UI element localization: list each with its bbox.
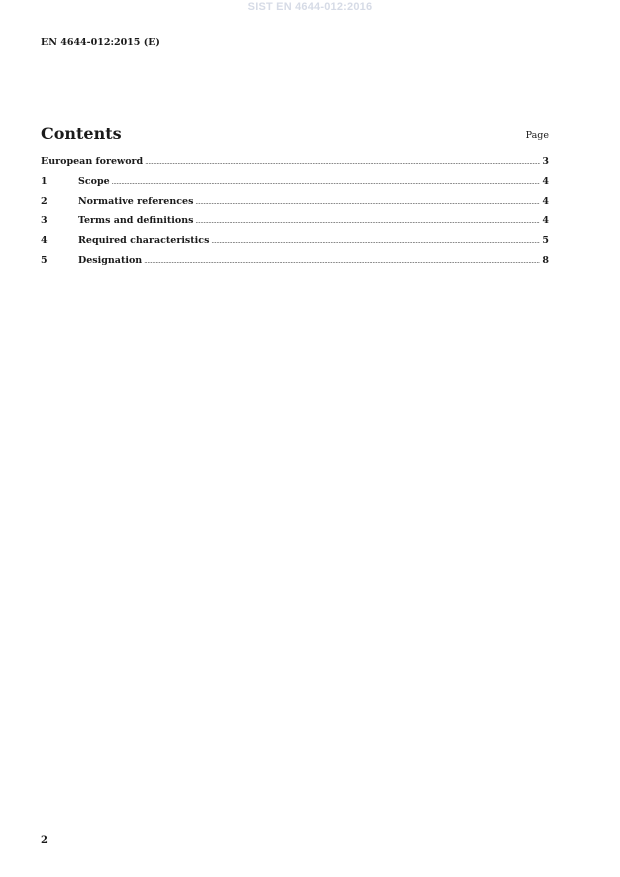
toc-entry-normative-references[interactable] bbox=[41, 196, 549, 216]
page-number: 2 bbox=[41, 835, 48, 846]
dot-leader bbox=[144, 258, 540, 265]
toc-entry-number: 4 bbox=[41, 235, 48, 247]
toc-entry-number: 1 bbox=[41, 175, 48, 187]
toc-entry-page: 4 bbox=[542, 195, 549, 207]
toc-entry-page: 4 bbox=[542, 175, 549, 187]
toc-entry-page: 5 bbox=[542, 235, 549, 247]
toc-entry-designation[interactable] bbox=[41, 255, 549, 275]
dot-leader bbox=[195, 199, 540, 206]
document-id: EN 4644-012:2015 (E) bbox=[41, 37, 160, 48]
toc-entry-page: 3 bbox=[542, 156, 549, 167]
toc-entry-title[interactable]: Designation bbox=[78, 254, 143, 266]
page-column-label: Page bbox=[525, 130, 549, 141]
dot-leader bbox=[112, 179, 541, 186]
contents-header bbox=[41, 120, 549, 144]
toc-entry-scope[interactable] bbox=[41, 176, 549, 196]
toc-entry-number: 2 bbox=[41, 195, 48, 207]
toc-entry-title[interactable]: European foreword bbox=[41, 156, 144, 167]
dot-leader bbox=[145, 159, 540, 166]
dot-leader bbox=[211, 238, 540, 245]
toc-entry-title[interactable]: Scope bbox=[78, 175, 110, 187]
toc-entry-number: 5 bbox=[41, 254, 48, 266]
dot-leader bbox=[195, 218, 540, 225]
toc-entry-page: 4 bbox=[542, 215, 549, 227]
toc-entry-number: 3 bbox=[41, 215, 48, 227]
toc-entry-foreword[interactable] bbox=[41, 156, 549, 176]
contents-title: Contents bbox=[41, 124, 122, 143]
toc-entry-required-characteristics[interactable] bbox=[41, 235, 549, 255]
table-of-contents bbox=[41, 156, 549, 275]
toc-entry-page: 8 bbox=[542, 254, 549, 266]
toc-entry-terms-and-definitions[interactable] bbox=[41, 215, 549, 235]
toc-entry-title[interactable]: Required characteristics bbox=[78, 235, 210, 247]
toc-entry-title[interactable]: Terms and definitions bbox=[78, 215, 194, 227]
watermark: SIST EN 4644-012:2016 bbox=[247, 1, 373, 13]
toc-entry-title[interactable]: Normative references bbox=[78, 195, 194, 207]
